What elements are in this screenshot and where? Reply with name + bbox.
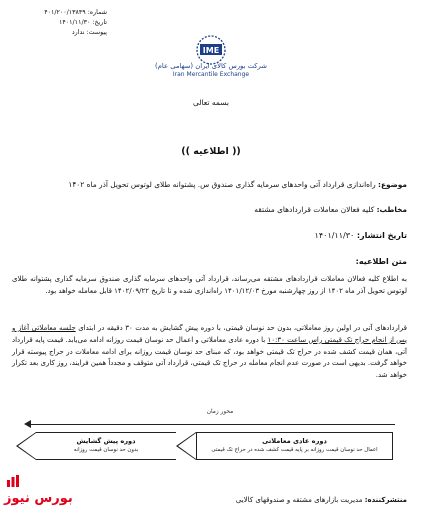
- paragraph-2-part-1: قراردادهای آتی در اولین روز معاملاتی، بدون حد نوسان قیمتی، با دوره پیش گشایش به مدت ۳۰ دقیقه در ابتدای: [78, 324, 407, 332]
- paragraph-1: به اطلاع کلیه فعالان معاملات قراردادهای مشتقه می‌رساند، قرارداد آتی واحدهای سرمایه گذاری صندوق سرمایه گذاری پشتوانه طلای لوتوس تحویل آذر ماه ۱۴۰۲ از روز چهارشنبه مورخ ۱۴۰۱/۱۲/۰۳ راه‌اندازی شده و تا تاریخ ۱۴۰۲/۰۹/۲۲ قابل معامله خواهد بود.: [12, 275, 407, 295]
- paragraph-2: [12, 323, 407, 382]
- publish-date-label: تاریخ انتشار:: [356, 231, 407, 240]
- addressee-text: کلیه فعالان معاملات قراردادهای مشتقه: [254, 205, 375, 214]
- paragraph-2-underlined: جلسه معاملاتی آغاز و پس از انجام حراج تک قیمتی راس ساعت ۱۰:۳۰: [12, 324, 407, 344]
- time-axis-arrow-icon: [24, 420, 31, 428]
- bismillah: بسمه تعالی: [192, 98, 230, 107]
- letter-number: شماره: ۴۰۱/۲۰۰/۱۳۸۴۹: [44, 9, 107, 16]
- announcement-heading: (( اطلاعیه )): [181, 146, 241, 157]
- phase-preopening: [36, 432, 176, 460]
- addressee-label: مخاطب:: [376, 205, 407, 214]
- company-name-fa: شرکت بورس کالای ایران (سهامی عام): [155, 62, 267, 70]
- phase-normal-title: دوره عادی معاملاتی: [262, 437, 327, 445]
- boursenews-logo-icon: [6, 474, 20, 488]
- phase-normal-desc: اعمال حد نوسان قیمت روزانه بر پایه قیمت کشف شده در حراج تک قیمتی: [211, 447, 378, 453]
- issuer-text: مدیریت بازارهای مشتقه و صندوقهای کالایی: [235, 496, 363, 504]
- issuer-line: [236, 496, 407, 504]
- subject-line: [68, 180, 407, 189]
- letter-date: تاریخ: ۱۴۰۱/۱۱/۳۰: [59, 19, 107, 26]
- issuer-label: منتشرکننده:: [364, 496, 407, 504]
- phase-normal-trading: [196, 432, 393, 460]
- ime-logo-icon: [181, 30, 241, 90]
- letter-attachment: پیوست: ندارد: [71, 29, 107, 36]
- letter-meta: [12, 8, 107, 38]
- subject-label: موضوع:: [378, 180, 407, 189]
- publish-date-value: ۱۴۰۱/۱۱/۳۰: [314, 231, 355, 240]
- time-axis-label: محور زمان: [206, 409, 234, 415]
- addressee-line: [254, 205, 407, 214]
- phase-preopen-desc: بدون حد نوسان قیمت روزانه: [73, 447, 139, 453]
- company-name-en: Iran Mercantile Exchange: [172, 71, 250, 78]
- paragraph-2-part-2: با دوره عادی معاملاتی و اعمال حد نوسان قیمت روزانه ادامه می‌یابد. قیمت پایه قرارداد آتی، همان قیمت کشف شده در حراج تک قیمتی خواهد بود، که مبنای حد نوسان قیمت روزانه برای ادامه معاملات در حراج پیوسته قرار خواهد گرفت. بدیهی است در صورت عدم انجام معامله در حراج تک قیمتی، قرارداد آتی متوقف و مجدداً همین فرایند، روز کاری بعد تکرار خواهد شد.: [12, 335, 407, 380]
- watermark-brand: بورس نیوز: [4, 491, 73, 506]
- body-title: متن اطلاعیه:: [355, 257, 407, 266]
- time-axis-line: [30, 424, 395, 425]
- publish-date-line: [315, 231, 407, 240]
- subject-text: راه‌اندازی قرارداد آتی واحدهای سرمایه گذاری صندوق س. پشتوانه طلای لوتوس تحویل آذر ماه ۱۴۰۲: [68, 180, 376, 189]
- logo-mark: IME: [202, 46, 220, 55]
- phase-preopen-title: دوره پیش گشایش: [76, 437, 136, 445]
